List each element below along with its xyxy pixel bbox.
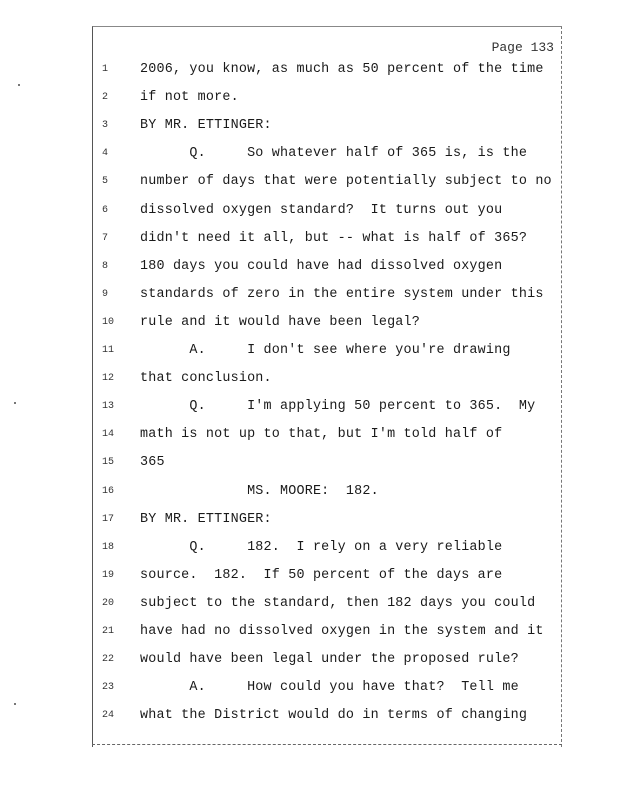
line-number: 3 — [102, 120, 109, 132]
transcript-line: subject to the standard, then 182 days you could — [140, 595, 536, 611]
transcript-line: Q. 182. I rely on a very reliable — [140, 539, 503, 555]
transcript-line: 2006, you know, as much as 50 percent of the time — [140, 62, 544, 77]
transcript-line: A. I don't see where you're drawing — [140, 343, 511, 358]
line-number: 17 — [102, 513, 115, 525]
line-number: 15 — [102, 457, 115, 469]
line-number: 8 — [102, 260, 109, 272]
line-number: 18 — [102, 541, 115, 553]
transcript-line: Q. So whatever half of 365 is, is the — [140, 146, 528, 162]
transcript-line: if not more. — [140, 90, 239, 106]
page-bottom-border — [92, 744, 562, 747]
line-number: 16 — [102, 485, 115, 497]
transcript-line: 180 days you could have had dissolved oxygen — [140, 258, 503, 274]
line-number: 12 — [102, 373, 115, 385]
transcript-line: what the District would do in terms of changing — [140, 708, 528, 724]
transcript-line: have had no dissolved oxygen in the system and it — [140, 624, 544, 639]
transcript-line: number of days that were potentially subject to no — [140, 174, 552, 190]
line-number: 7 — [102, 232, 109, 244]
scan-speck — [14, 703, 16, 705]
transcript-line: dissolved oxygen standard? It turns out you — [140, 202, 503, 218]
transcript-line: didn't need it all, but -- what is half of 365? — [140, 230, 528, 246]
transcript-line: MS. MOORE: 182. — [140, 483, 379, 499]
scan-speck — [14, 402, 16, 404]
transcript-line: that conclusion. — [140, 371, 272, 387]
transcript-line: would have been legal under the proposed rule? — [140, 652, 519, 668]
page-number: Page 133 — [491, 40, 554, 55]
line-number: 23 — [102, 682, 115, 694]
line-number: 10 — [102, 316, 115, 328]
transcript-line: standards of zero in the entire system under this — [140, 286, 544, 302]
line-number: 13 — [102, 401, 115, 413]
line-number: 2 — [102, 92, 109, 104]
line-number: 4 — [102, 148, 109, 160]
line-number: 24 — [102, 710, 115, 722]
scan-speck — [18, 84, 20, 86]
transcript-line: source. 182. If 50 percent of the days are — [140, 567, 503, 583]
line-number: 14 — [102, 429, 115, 441]
line-number: 1 — [102, 64, 109, 75]
line-number: 11 — [102, 345, 115, 356]
transcript-line: rule and it would have been legal? — [140, 314, 421, 330]
transcript-line: 365 — [140, 455, 165, 471]
transcript-line: BY MR. ETTINGER: — [140, 118, 272, 134]
line-number: 20 — [102, 597, 115, 609]
transcript-line: A. How could you have that? Tell me — [140, 680, 519, 696]
line-number: 21 — [102, 626, 115, 637]
transcript-line: BY MR. ETTINGER: — [140, 511, 272, 527]
line-number: 19 — [102, 569, 115, 581]
line-number: 22 — [102, 654, 115, 666]
line-number: 9 — [102, 288, 109, 300]
line-number: 6 — [102, 204, 109, 216]
transcript-line: Q. I'm applying 50 percent to 365. My — [140, 399, 536, 415]
transcript-line: math is not up to that, but I'm told half of — [140, 427, 503, 443]
line-number: 5 — [102, 176, 109, 188]
